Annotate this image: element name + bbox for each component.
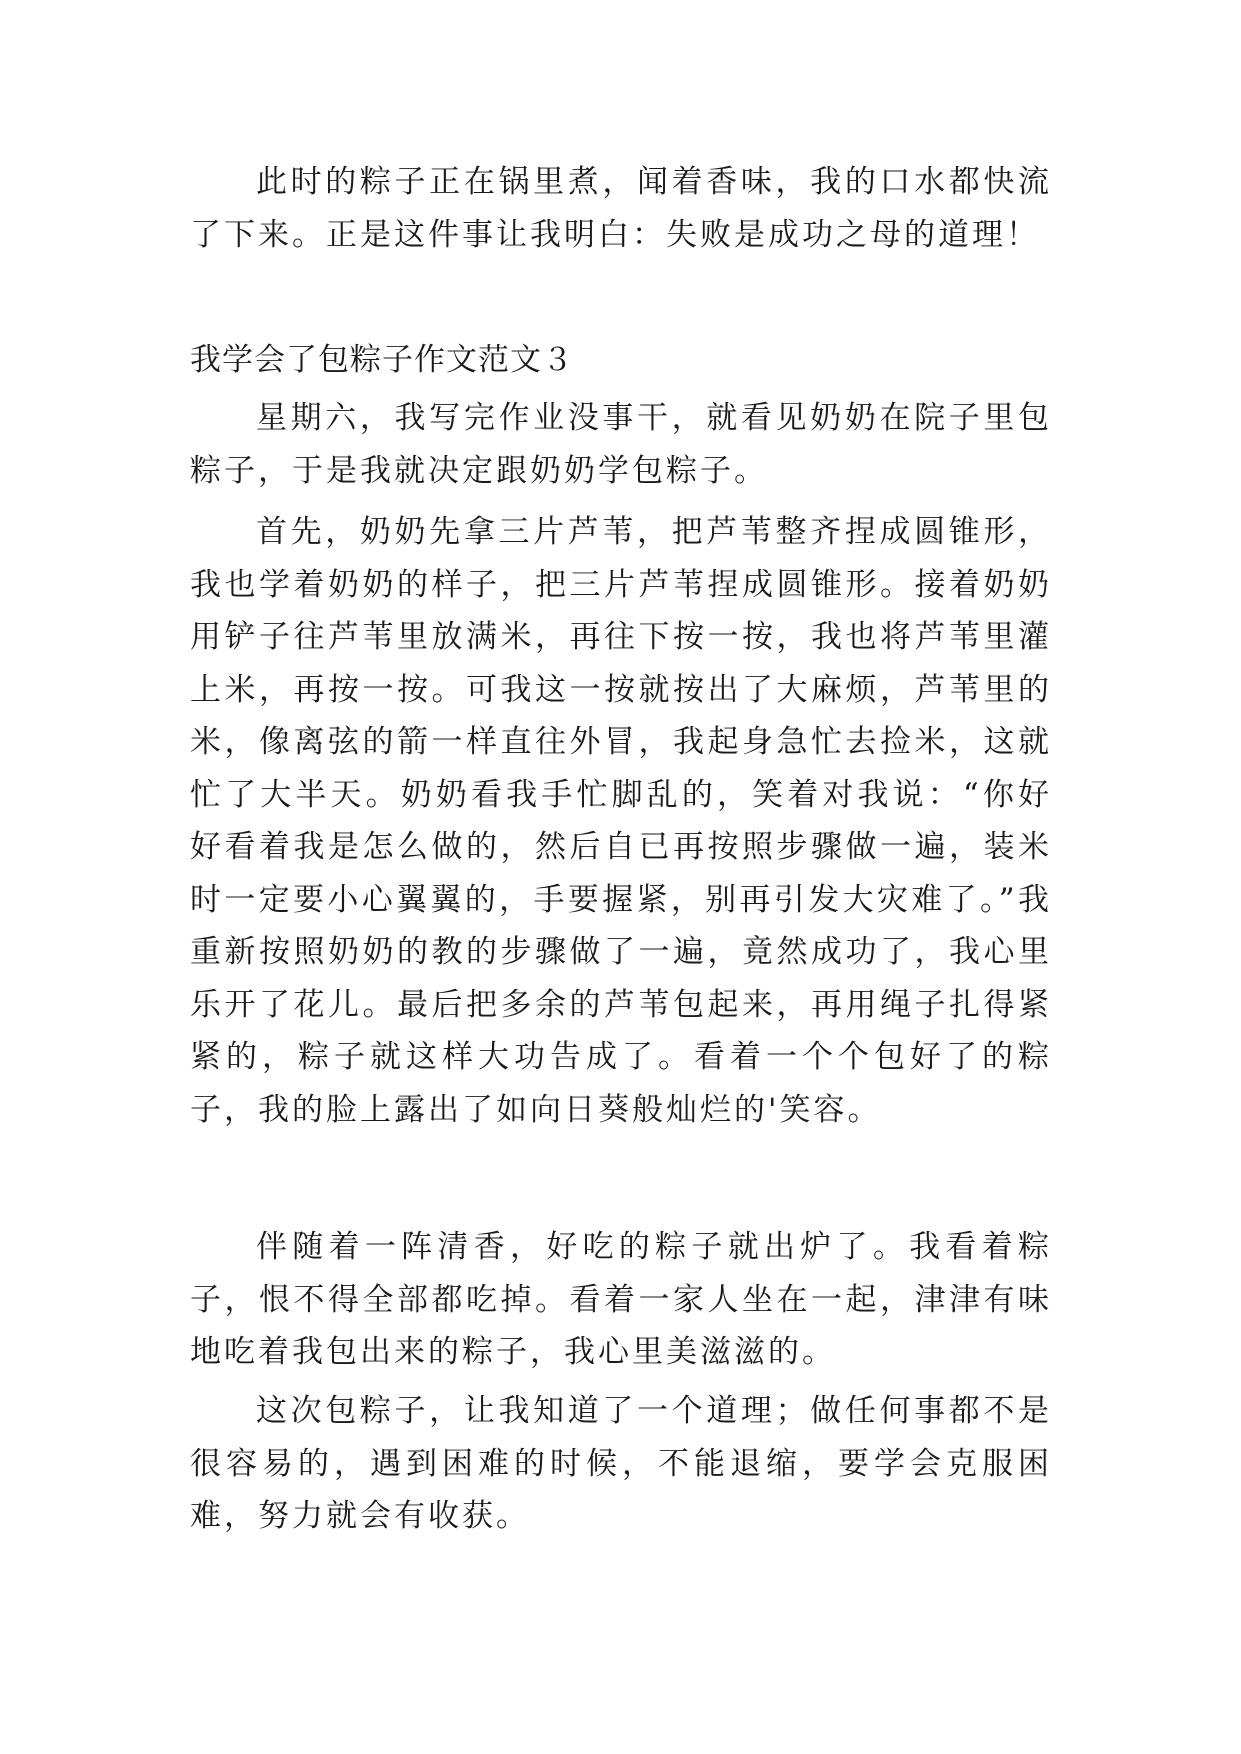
paragraph-eating: 伴随着一阵清香，好吃的粽子就出炉了。我看着粽子，恨不得全部都吃掉。看着一家人坐在一起，津津有味地吃着我包出来的粽子，我心里美滋滋的。	[190, 1229, 1052, 1370]
paragraph-lesson: 这次包粽子，让我知道了一个道理；做任何事都不是很容易的，遇到困难的时候，不能退缩，要学会克服困难，努力就会有收获。	[190, 1393, 1052, 1534]
section-title: 我学会了包粽子作文范文３	[190, 342, 574, 378]
paragraph-process: 首先，奶奶先拿三片芦苇，把芦苇整齐捏成圆锥形，我也学着奶奶的样子，把三片芦苇捏成圆锥形。接着奶奶用铲子往芦苇里放满米，再往下按一按，我也将芦苇里灌上米，再按一按。可我这一按就按出了大麻烦，芦苇里的米，像离弦的箭一样直往外冒，我起身急忙去捡米，这就忙了大半天。奶奶看我手忙脚乱的，笑着对我说：“你好好看着我是怎么做的，然后自已再按照步骤做一遍，装米时一定要小心翼翼的，手要握紧，别再引发大灾难了。”我重新按照奶奶的教的步骤做了一遍，竟然成功了，我心里乐开了花儿。最后把多余的芦苇包起来，再用绳子扎得紧紧的，粽子就这样大功告成了。看着一个个包好了的粽子，我的脸上露出了如向日葵般灿烂的'笑容。	[190, 514, 1052, 1128]
paragraph-closing-previous: 此时的粽子正在锅里煮，闻着香味，我的口水都快流了下来。正是这件事让我明白：失败是成功之母的道理！	[190, 164, 1052, 253]
paragraph-intro: 星期六，我写完作业没事干，就看见奶奶在院子里包粽子，于是我就决定跟奶奶学包粽子。	[190, 400, 1052, 489]
